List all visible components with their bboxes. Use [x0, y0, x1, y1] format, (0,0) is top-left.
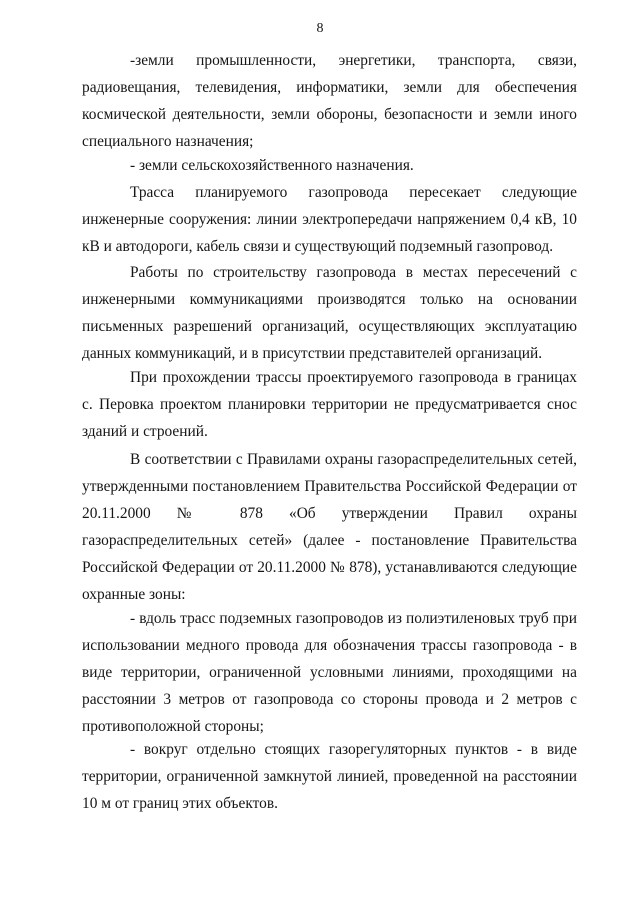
paragraph-no-demolition: При прохождении трассы проектируемого газопровода в границах с. Перовка проектом планировки территории не предусматривается снос зданий и строений. [82, 369, 577, 440]
paragraph-works-permissions: Работы по строительству газопровода в местах пересечений с инженерными коммуникациями производятся только на основании письменных разрешений организаций, осуществляющих эксплуатацию данных коммуникаций, и в присутствии представителей организаций. [82, 264, 577, 362]
paragraph-protection-rules: В соответствии с Правилами охраны газораспределительных сетей, утвержденными постановлением Правительства Российской Федерации от 20.11.2000 № 878 «Об утверждении Правил охраны газораспределительных сетей» (далее - постановление Правительства Российской Федерации от 20.11.2000 № 878), устанавливаются следующие охранные зоны: [82, 451, 577, 603]
paragraph-regulator-zone: - вокруг отдельно стоящих газорегуляторных пунктов - в виде территории, ограниченной замкнутой линией, проведенной на расстоянии 10 м от границ этих объектов. [82, 741, 577, 812]
page-number: 8 [316, 21, 324, 36]
paragraph-agricultural-land: - земли сельскохозяйственного назначения. [130, 157, 414, 174]
paragraph-pipeline-zone: - вдоль трасс подземных газопроводов из полиэтиленовых труб при использовании медного провода для обозначения трассы газопровода - в виде территории, ограниченной условными линиями, проходящими на расстоянии 3 метров от газопровода со стороны провода и 2 метров с противоположной стороны; [82, 610, 577, 735]
paragraph-land-categories: -земли промышленности, энергетики, транспорта, связи, радиовещания, телевидения, информатики, земли для обеспечения космической деятельности, земли обороны, безопасности и земли иного специального назначения; [82, 52, 577, 150]
paragraph-route-crossings: Трасса планируемого газопровода пересекает следующие инженерные сооружения: линии электропередачи напряжением 0,4 кВ, 10 кВ и автодороги, кабель связи и существующий подземный газопровод. [82, 184, 577, 255]
